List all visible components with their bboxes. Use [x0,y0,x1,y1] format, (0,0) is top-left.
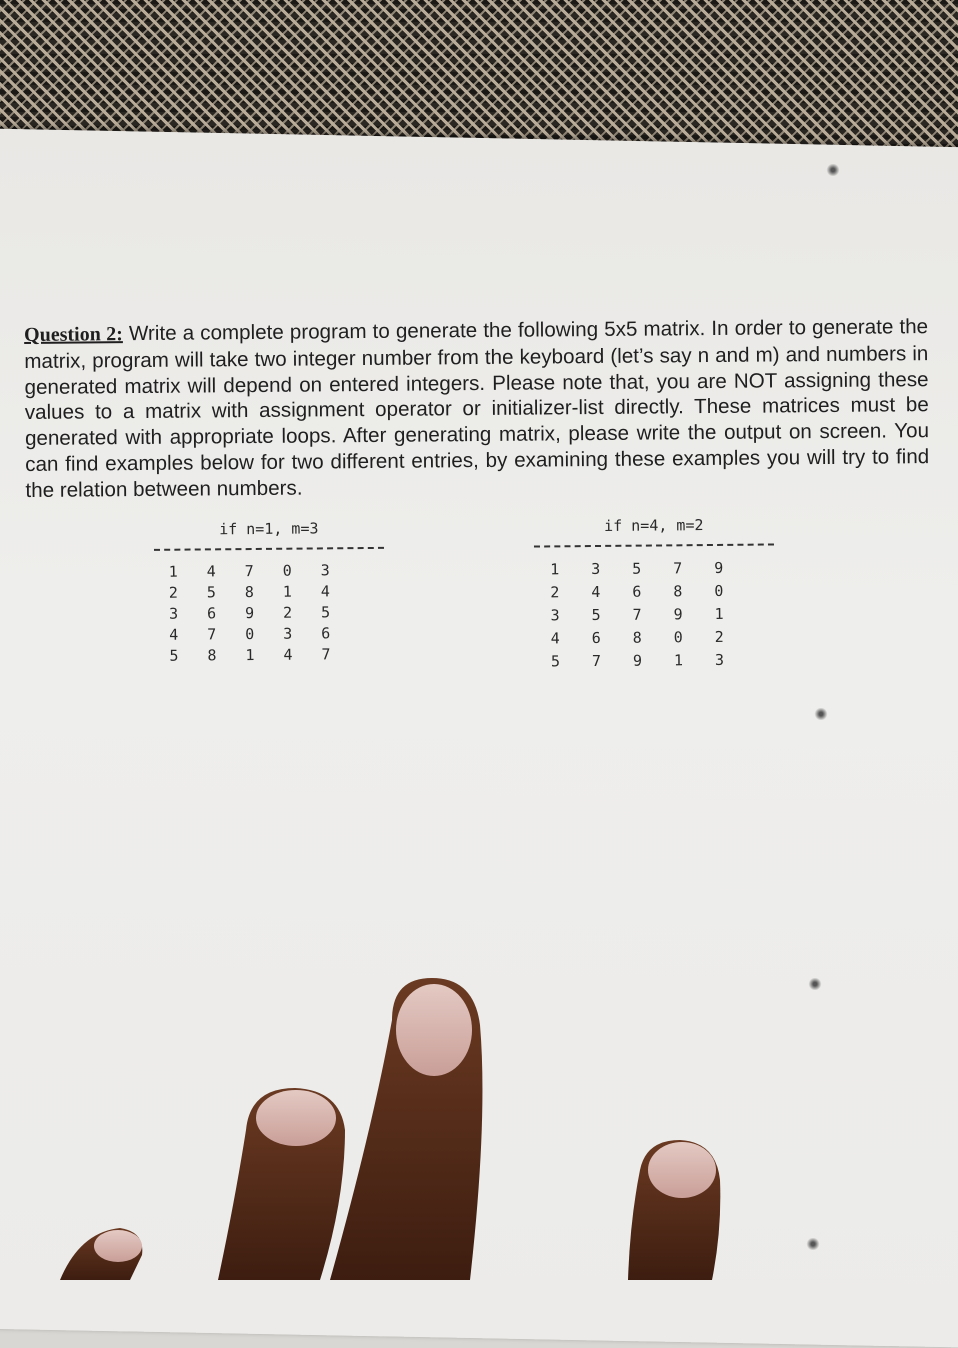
matrix-cell: 0 [282,561,292,580]
example-left [154,519,385,666]
matrix-cell: 1 [245,645,255,664]
matrix-cell: 0 [714,581,724,600]
matrix-cell: 8 [673,581,683,600]
matrix-cell: 1 [673,650,684,669]
matrix-row [535,625,740,650]
matrix-cell: 4 [206,561,216,580]
matrix-cell: 3 [283,624,293,643]
dashed-divider [534,543,774,547]
matrix-cell: 5 [169,646,179,665]
matrix-cell: 2 [550,582,560,601]
matrix-row [155,622,345,645]
matrix-cell: 6 [591,628,601,647]
paper-speck [826,164,840,176]
paper-speck [814,708,828,720]
matrix-row [534,602,739,627]
matrix-cell: 1 [714,604,724,623]
question-paragraph [24,314,930,503]
matrix-cell: 4 [550,628,560,647]
matrix-row [154,580,344,603]
matrix-cell: 9 [714,558,724,577]
matrix-cell: 9 [632,651,643,670]
matrix-table [534,556,740,673]
matrix-cell: 2 [282,603,293,622]
matrix-cell: 5 [632,559,642,578]
matrix-cell: 4 [169,625,179,644]
matrix-row [535,648,740,673]
matrix-cell: 3 [320,560,330,579]
matrix-cell: 7 [207,624,217,643]
matrix-cell: 7 [632,605,642,624]
matrix-cell: 5 [591,605,601,624]
matrix-cell: 2 [714,627,724,646]
matrix-row [154,601,344,624]
matrix-cell: 3 [550,605,560,624]
matrix-cell: 7 [673,558,683,577]
matrix-cell: 5 [550,651,561,670]
paper-sheet [0,128,958,1348]
matrix-cell: 6 [321,623,331,642]
matrix-cell: 7 [591,651,602,670]
matrix-cell: 3 [591,559,601,578]
matrix-cell: 9 [673,604,683,623]
example-right [534,515,775,672]
matrix-cell: 0 [673,627,683,646]
question-label: Question 2: [24,323,123,346]
matrix-cell: 1 [168,562,178,581]
example-title: if n=4, m=2 [604,516,704,535]
matrix-row [534,579,739,604]
example-title: if n=1, m=3 [219,519,319,539]
matrix-cell: 5 [320,602,331,621]
matrix-row [534,556,739,581]
matrix-cell: 6 [206,603,217,622]
matrix-cell: 0 [245,624,255,643]
matrix-cell: 1 [282,582,292,601]
paper-speck [808,978,822,990]
matrix-cell: 7 [244,561,254,580]
matrix-cell: 8 [207,645,217,664]
dashed-divider [154,547,384,551]
matrix-cell: 4 [591,582,601,601]
matrix-cell: 9 [244,603,255,622]
matrix-table [154,559,345,666]
matrix-cell: 3 [714,650,725,669]
paper-speck [806,1238,820,1250]
matrix-cell: 3 [168,604,179,623]
matrix-cell: 8 [632,628,642,647]
matrix-cell: 1 [550,559,560,578]
matrix-cell: 8 [244,582,254,601]
matrix-row [155,643,345,666]
matrix-cell: 4 [283,645,293,664]
matrix-cell: 7 [321,644,331,663]
matrix-cell: 6 [632,582,642,601]
question-block [24,314,930,670]
matrix-row [154,559,344,582]
matrix-cell: 2 [168,583,178,602]
matrix-cell: 4 [320,581,330,600]
question-text: Write a complete program to generate the following 5x5 matrix. In order to generate the matrix, program will take two integer number from the keyboard (let’s say n and m) and numbers in generated matrix will depend on entered integers. Please note that, you are NOT assigning these values to a matrix with assignment operator or initializer-list directly. These matrices must be generated with appropriate loops. After generating matrix, please write the output on screen. You can find examples below for two different entries, by examining these examples you will try to find the relation between numbers. [24,315,930,502]
matrix-cell: 5 [206,582,216,601]
